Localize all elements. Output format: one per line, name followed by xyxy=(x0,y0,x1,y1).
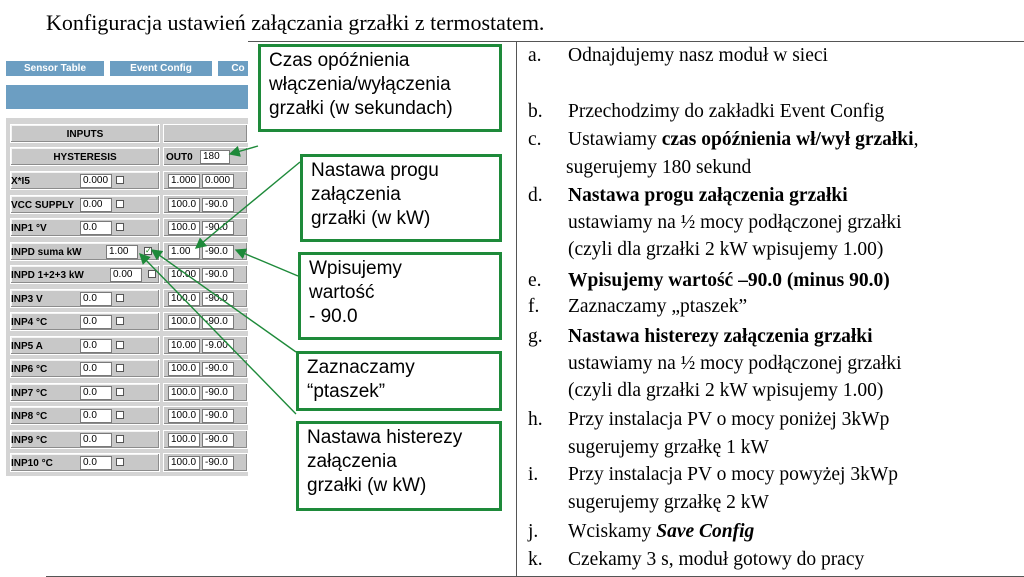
row-value-input[interactable]: 0.0 xyxy=(80,456,112,470)
row-hysteresis-input[interactable]: -90.0 xyxy=(202,409,234,423)
delay-input[interactable]: 180 xyxy=(200,150,230,164)
row-hysteresis-input[interactable]: -90.0 xyxy=(202,315,234,329)
step-g-cont1: ustawiamy na ½ mocy podłączonej grzałki xyxy=(568,353,902,374)
row-hysteresis-input[interactable]: -90.0 xyxy=(202,268,234,282)
row-threshold-input[interactable]: 100.0 xyxy=(168,198,200,212)
out0-label: OUT0 xyxy=(166,152,193,163)
row-value-input[interactable]: 1.00 xyxy=(106,245,138,259)
row-hysteresis-input[interactable]: -90.0 xyxy=(202,362,234,376)
row-value-input[interactable]: 0.0 xyxy=(80,339,112,353)
row-hysteresis-input[interactable]: -90.0 xyxy=(202,221,234,235)
checkbox[interactable] xyxy=(116,317,124,325)
row-hysteresis-input[interactable]: -90.0 xyxy=(202,198,234,212)
row-value-input[interactable]: 0.0 xyxy=(80,292,112,306)
row-label-text: INP8 °C xyxy=(11,411,48,422)
checkbox[interactable] xyxy=(116,435,124,443)
step-d-cont1: ustawiamy na ½ mocy podłączonej grzałki xyxy=(568,212,902,233)
callout-delay: Czas opóźnienia włączenia/wyłączenia grzałki (w sekundach) xyxy=(258,44,502,132)
row-value-input[interactable]: 0.00 xyxy=(110,268,142,282)
row-label-text: VCC SUPPLY xyxy=(11,199,74,211)
step-d-cont2: (czyli dla grzałki 2 kW wpisujemy 1.00) xyxy=(568,239,884,260)
callout-checkbox: Zaznaczamy “ptaszek” xyxy=(296,351,502,411)
row-value-input[interactable]: 0.0 xyxy=(80,409,112,423)
callout-hysteresis: Nastawa histerezy załączenia grzałki (w kW) xyxy=(296,421,502,511)
config-screenshot xyxy=(0,41,248,516)
row-hysteresis-input[interactable]: -90.0 xyxy=(202,292,234,306)
row-label-text: INP9 °C xyxy=(11,434,48,446)
nav-sensor-table-button[interactable]: Sensor Table xyxy=(6,61,104,76)
row-value-input[interactable]: 0.0 xyxy=(80,315,112,329)
row-threshold-input[interactable]: 100.0 xyxy=(168,362,200,376)
row-value-input[interactable]: 0.000 xyxy=(80,174,112,188)
row-threshold-input[interactable]: 100.0 xyxy=(168,433,200,447)
row-label-text: INP10 °C xyxy=(11,458,53,469)
checkbox[interactable] xyxy=(116,200,124,208)
row-value-input[interactable]: 0.0 xyxy=(80,386,112,400)
nav-third-button[interactable]: Co xyxy=(218,61,248,76)
callout-threshold: Nastawa progu załączenia grzałki (w kW) xyxy=(300,154,502,242)
row-hysteresis-input[interactable]: -90.0 xyxy=(202,433,234,447)
row-threshold-input[interactable]: 1.000 xyxy=(168,174,200,188)
step-i-cont: sugerujemy grzałkę 2 kW xyxy=(568,492,769,513)
checkbox-checked[interactable]: ✓ xyxy=(145,245,152,255)
row-label-text: INP6 °C xyxy=(11,364,48,375)
page-title: Konfiguracja ustawień załączania grzałki z termostatem. xyxy=(46,10,545,35)
checkbox[interactable] xyxy=(116,388,124,396)
row-threshold-input[interactable]: 100.0 xyxy=(168,456,200,470)
row-threshold-input[interactable]: 100.0 xyxy=(168,315,200,329)
column-divider xyxy=(516,41,517,577)
row-label-text: X*I5 xyxy=(11,176,30,187)
row-hysteresis-input[interactable]: -90.0 xyxy=(202,386,234,400)
header-band xyxy=(6,85,248,109)
row-label-text: INP4 °C xyxy=(11,317,48,328)
inputs-header: INPUTS xyxy=(10,124,160,143)
checkbox[interactable] xyxy=(116,458,124,466)
row-value-input[interactable]: 0.0 xyxy=(80,433,112,447)
row-hysteresis-input[interactable]: 0.000 xyxy=(202,174,234,188)
row-threshold-input[interactable]: 10.00 xyxy=(168,339,200,353)
row-label-text: INP5 A xyxy=(11,340,43,352)
checkbox[interactable] xyxy=(116,176,124,184)
row-threshold-input[interactable]: 100.0 xyxy=(168,221,200,235)
checkbox[interactable] xyxy=(116,341,124,349)
row-threshold-input[interactable]: 10.00 xyxy=(168,268,200,282)
row-threshold-input[interactable]: 100.0 xyxy=(168,386,200,400)
row-value-input[interactable]: 0.0 xyxy=(80,221,112,235)
row-label-text: INPD 1+2+3 kW xyxy=(11,270,84,281)
row-hysteresis-input[interactable]: -9.00 xyxy=(202,339,234,353)
step-h-cont: sugerujemy grzałkę 1 kW xyxy=(568,437,769,458)
row-threshold-input[interactable]: 100.0 xyxy=(168,292,200,306)
step-c-cont: sugerujemy 180 sekund xyxy=(566,157,752,178)
row-label-text: INP7 °C xyxy=(11,387,48,399)
row-label-text: INPD suma kW xyxy=(11,246,82,258)
row-hysteresis-input[interactable]: -90.0 xyxy=(202,456,234,470)
nav-event-config-button[interactable]: Event Config xyxy=(110,61,212,76)
checkbox[interactable] xyxy=(116,223,124,231)
step-g-cont2: (czyli dla grzałki 2 kW wpisujemy 1.00) xyxy=(568,380,884,401)
row-threshold-input[interactable]: 100.0 xyxy=(168,409,200,423)
checkbox[interactable] xyxy=(116,411,124,419)
row-label-text: INP1 °V xyxy=(11,223,47,234)
hysteresis-header: HYSTERESIS xyxy=(10,147,160,166)
row-hysteresis-input[interactable]: -90.0 xyxy=(202,245,234,259)
callout-minus90: Wpisujemy wartość - 90.0 xyxy=(298,252,502,340)
row-value-input[interactable]: 0.0 xyxy=(80,362,112,376)
row-label-text: INP3 V xyxy=(11,293,43,305)
row-threshold-input[interactable]: 1.00 xyxy=(168,245,200,259)
row-value-input[interactable]: 0.00 xyxy=(80,198,112,212)
checkbox[interactable] xyxy=(148,270,156,278)
outputs-header-cell xyxy=(163,124,248,143)
checkbox[interactable] xyxy=(116,294,124,302)
checkbox[interactable] xyxy=(116,364,124,372)
